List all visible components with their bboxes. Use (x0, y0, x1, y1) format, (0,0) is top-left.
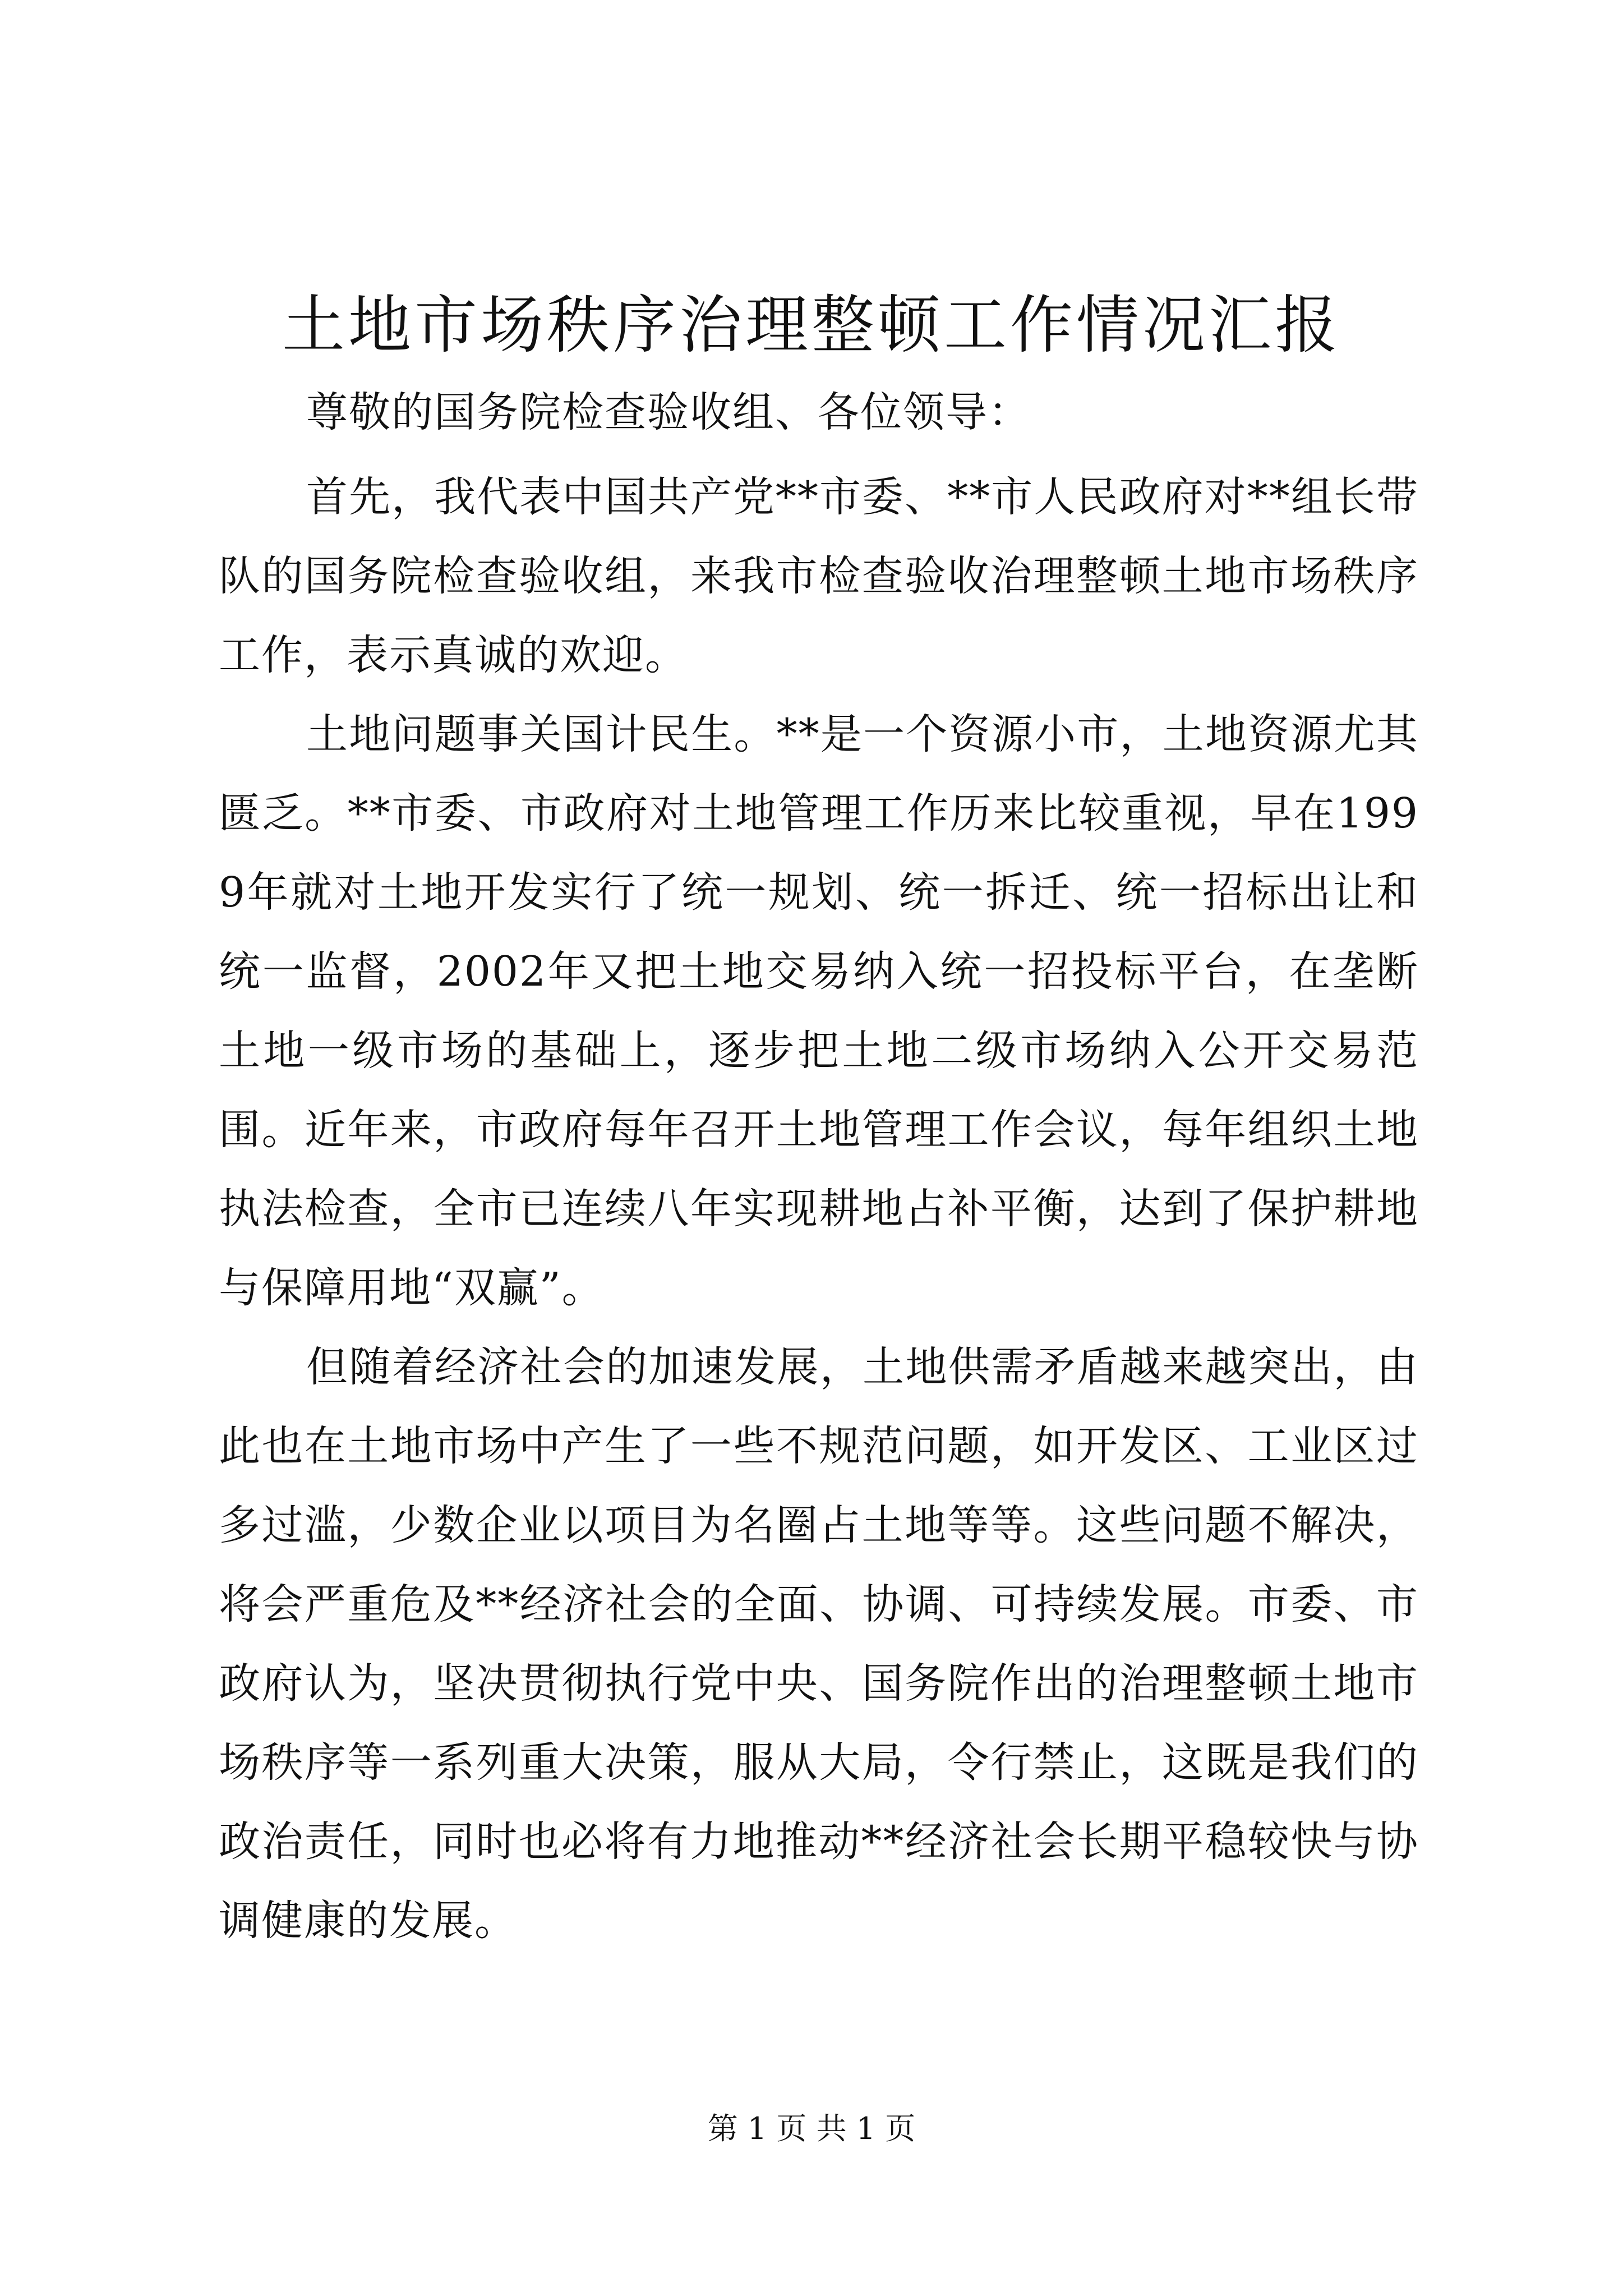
paragraph-problems: 但随着经济社会的加速发展，土地供需矛盾越来越突出，由此也在土地市场中产生了一些不规范问题，如开发区、工业区过多过滥，少数企业以项目为名圈占土地等等。这些问题不解决，将会严重危及**经济社会的全面、协调、可持续发展。市委、市政府认为，坚决贯彻执行党中央、国务院作出的治理整顿土地市场秩序等一系列重大决策，服从大局，令行禁止，这既是我们的政治责任，同时也必将有力地推动**经济社会长期平稳较快与协调健康的发展。 (219, 1343, 1419, 1945)
paragraph-welcome: 首先，我代表中国共产党**市委、**市人民政府对**组长带队的国务院检查验收组，来我市检查验收治理整顿土地市场秩序工作，表示真诚的欢迎。 (219, 473, 1419, 679)
document-body (219, 367, 1419, 1961)
paragraph-background: 土地问题事关国计民生。**是一个资源小市，土地资源尤其匮乏。**市委、市政府对土地管理工作历来比较重视，早在1999年就对土地开发实行了统一规划、统一拆迁、统一招标出让和统一监督，2002年又把土地交易纳入统一招投标平台，在垄断土地一级市场的基础上，逐步把土地二级市场纳入公开交易范围。近年来，市政府每年召开土地管理工作会议，每年组织土地执法检查，全市已连续八年实现耕地占补平衡，达到了保护耕地与保障用地“双赢”。 (219, 710, 1419, 1312)
salutation: 尊敬的国务院检查验收组、各位领导： (306, 388, 1031, 436)
document-title: 土地市场秩序治理整顿工作情况汇报 (282, 289, 1341, 362)
page-footer: 第 1 页 共 1 页 (707, 2111, 916, 2146)
